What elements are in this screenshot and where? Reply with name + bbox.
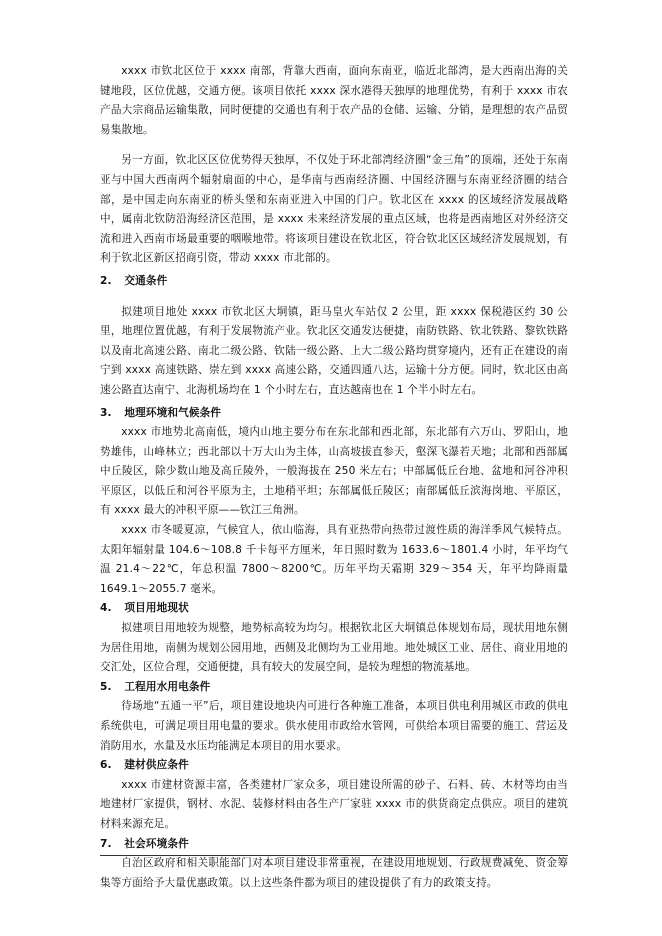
- social-paragraph: 自治区政府和相关职能部门对本项目建设非常重视，在建设用地规划、行政规费减免、资金筹集等方面给予大量优惠政策。以上这些条件都为项目的建设提供了有力的政策支持。: [100, 857, 568, 889]
- section-number: 6.: [100, 759, 112, 772]
- section-heading-traffic: [100, 272, 568, 292]
- section-number: 2.: [100, 274, 112, 287]
- intro-paragraph-2: 另一方面，钦北区区位优势得天独厚，不仅处于环北部湾经济圈“金三角”的顶端，还处于东南亚与中国大西南两个辐射扇面的中心，是华南与西南经济圈、中国经济圈与东南亚经济圈的结合部，是中国走向东南亚的桥头堡和东南亚进入中国的门户。钦北区在 xxxx 的区域经济发展战略中，属南北钦防沿海经济区范围，是 xxxx 未来经济发展的重点区域，也将是西南地区对外经济交流和进入西南市场最重要的咽喉地带。将该项目建设在钦北区，符合钦北区区域经济发展规划，有利于钦北区新区招商引资，带动 xxxx 市北部的。: [100, 154, 568, 265]
- section-title: 建材供应条件: [124, 759, 189, 772]
- section-title: 社会环境条件: [124, 837, 189, 850]
- traffic-paragraph: 拟建项目地处 xxxx 市钦北区大垌镇，距马皇火车站仅 2 公里，距 xxxx 保税港区约 30 公里，地理位置优越，有利于发展物流产业。钦北区交通发达便捷，南防铁路、钦北铁路、黎钦铁路以及南北高速公路、南北二级公路、钦陆一级公路、上大二级公路均贯穿境内，还有正在建设的南宁到 xxxx 高速铁路、崇左到 xxxx 高速公路，交通四通八达，运输十分方便。同时，钦北区由高速公路直达南宁、北海机场均在 1 个小时左右，直达越南也在 1 个半小时左右。: [100, 305, 568, 396]
- section-heading-materials: [100, 756, 568, 776]
- footer-divider: [100, 855, 568, 856]
- materials-paragraph: xxxx 市建材资源丰富，各类建材厂家众多，项目建设所需的砂子、石料、砖、木材等均由当地建材厂家提供，钢材、水泥、装修材料由各生产厂家驻 xxxx 市的供货商定点供应。项目的建筑材料来源充足。: [100, 778, 568, 830]
- land-use-paragraph: 拟建项目用地较为规整，地势标高较为均匀。根据钦北区大垌镇总体规划布局，现状用地东侧为居住用地，南侧为规划公园用地，西侧及北侧均为工业用地。地处城区工业、居住、商业用地的交汇处，区位合理，交通便捷，具有较大的发展空间，是较为理想的物流基地。: [100, 622, 568, 674]
- section-title: 地理环境和气候条件: [124, 406, 222, 419]
- section-title: 项目用地现状: [124, 602, 189, 615]
- section-number: 7.: [100, 837, 112, 850]
- section-heading-social: [100, 835, 568, 855]
- section-heading-land-use: [100, 599, 568, 619]
- section-title: 交通条件: [124, 274, 168, 287]
- climate-paragraph: xxxx 市冬暖夏凉，气候宜人，依山临海，具有亚热带向热带过渡性质的海洋季风气候特点。太阳年辐射量 104.6～108.8 千卡每平方厘米，年日照时数为 1633.6～1801.4 小时，年平均气温 21.4～22℃，年总积温 7800～8200℃。历年平均天霜期 329～354 天，年平均降雨量 1649.1～2055.7 毫米。: [100, 524, 568, 595]
- section-heading-geography: [100, 404, 568, 424]
- document-body: [100, 62, 568, 893]
- section-number: 5.: [100, 680, 112, 693]
- intro-paragraph-1: xxxx 市钦北区位于 xxxx 南部，背靠大西南，面向东南亚，临近北部湾，是大西南出海的关键地段，区位优越，交通方便。该项目依托 xxxx 深水港得天独厚的地理优势，有利于 xxxx 市农产品大宗商品运输集散，同时便捷的交通也有利于农产品的仓储、运输、分销，是理想的农产品贸易集散地。: [100, 65, 568, 136]
- section-number: 4.: [100, 602, 112, 615]
- utilities-paragraph: 待场地“五通一平”后，项目建设地块内可进行各种施工准备，本项目供电利用城区市政的供电系统供电，可满足项目用电量的要求。供水使用市政给水管网，可供给本项目需要的施工、营运及消防用水，水量及水压均能满足本项目的用水要求。: [100, 700, 568, 752]
- section-heading-utilities: [100, 678, 568, 698]
- section-title: 工程用水用电条件: [124, 680, 211, 693]
- section-number: 3.: [100, 406, 112, 419]
- geography-paragraph: xxxx 市地势北高南低，境内山地主要分布在东北部和西北部，东北部有六万山、罗阳山，地势雄伟，山峰林立；西北部以十万大山为主体，山高坡拔直参天，壑深飞瀑若天地；北部和西部属中丘陵区，除少数山地及高丘陵外，一般海拔在 250 米左右；中部属低丘台地、盆地和河谷冲积平原区，以低丘和河谷平原为主，土地稍平坦；东部属低丘陵区；南部属低丘滨海岗地、平原区，有 xxxx 最大的冲积平原——钦江三角洲。: [100, 426, 568, 517]
